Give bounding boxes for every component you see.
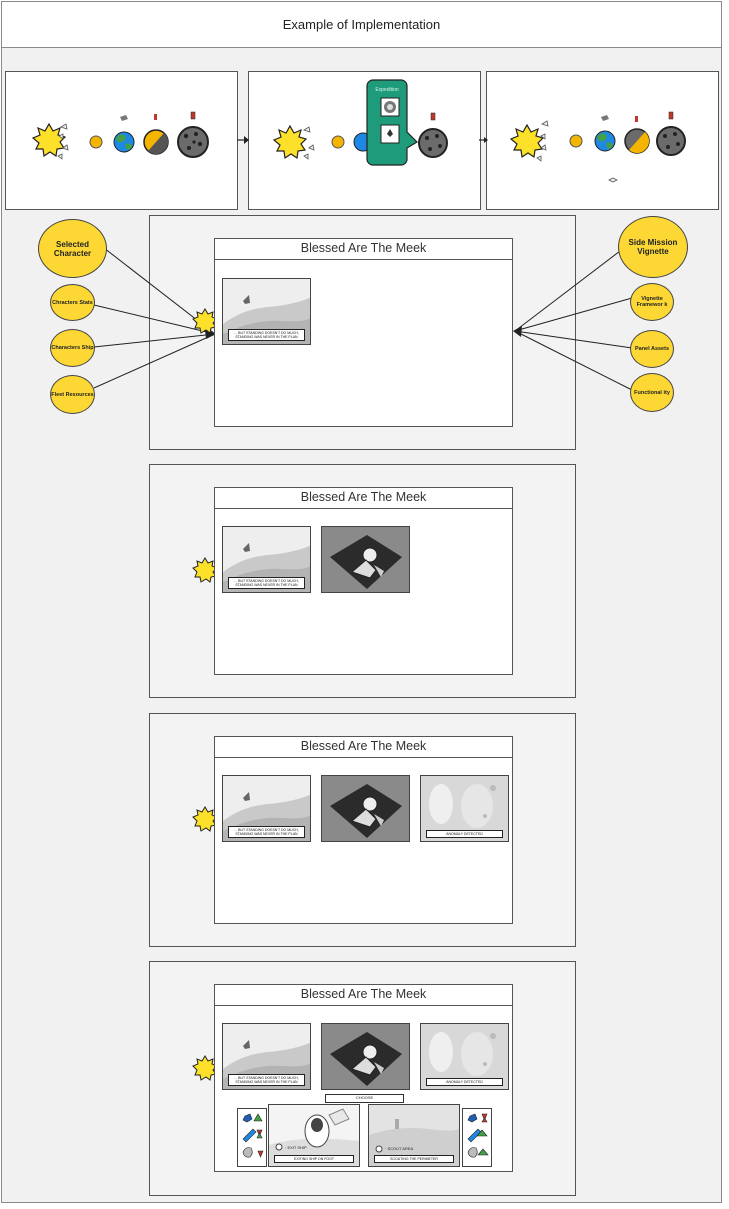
vignette-title: Blessed Are The Meek	[215, 737, 512, 758]
bubble-side-mission-vignette: Side Mission Vignette	[618, 216, 688, 278]
bubble-fleet-resources: Fleet Resources	[50, 375, 95, 414]
cratered-planet-icon	[419, 129, 447, 157]
gem-icon	[243, 1114, 252, 1122]
choose-bar[interactable]: CHOOSE	[325, 1094, 404, 1103]
sun-icon	[511, 125, 543, 157]
rock-icon	[243, 1148, 252, 1158]
panel-1-landscape: ... BUT STANDING DOESN'T DO MUCH, STANDING WAS NEVER IN THE PLAN	[222, 1023, 311, 1090]
bubble-functionality: Functional ity	[630, 373, 674, 412]
system-panel-3	[486, 71, 719, 210]
system-panel-2	[248, 71, 481, 210]
system-map-1	[6, 72, 239, 211]
bubble-vignette-framework: Vignette Framewor k	[630, 283, 674, 321]
vignette-title: Blessed Are The Meek	[215, 985, 512, 1006]
panel-2-astronaut	[321, 526, 410, 593]
popup-title: Expedition	[375, 87, 399, 93]
half-planet-icon	[144, 130, 168, 154]
cratered-planet-icon	[178, 127, 208, 157]
panel-3-anomaly: ANOMALY DETECTED	[420, 775, 509, 842]
panel-1-landscape: ... BUT STANDING DOESN'T DO MUCH, STANDING WAS NEVER IN THE PLAN	[222, 278, 311, 345]
panel-2-astronaut	[321, 1023, 410, 1090]
panel-2-astronaut	[321, 775, 410, 842]
svg-text:·: ·	[372, 109, 373, 113]
choice-icons-right[interactable]	[462, 1108, 492, 1167]
bubble-character-ship: Characters Ship	[50, 329, 95, 367]
tool-icon	[243, 1129, 256, 1142]
panel-4-exiting-ship[interactable]: · EXIT SHIP EXITING SHIP ON FOOT	[268, 1104, 360, 1167]
flow-arrow-2	[478, 130, 490, 150]
bubble-panel-assets: Panel Assets	[630, 330, 674, 368]
panel-3-anomaly: ANOMALY DETECTED	[420, 1023, 509, 1090]
panel-1-landscape: ... BUT STANDING DOESN'T DO MUCH, STANDING WAS NEVER IN THE PLAN	[222, 775, 311, 842]
up-arrow-icon	[254, 1114, 262, 1121]
flow-arrow-1	[236, 130, 250, 150]
svg-text:·: ·	[371, 133, 372, 137]
choice-icons-left[interactable]	[237, 1108, 267, 1167]
bubble-character-stats: Chracters Stats	[50, 284, 95, 321]
vignette-title: Blessed Are The Meek	[215, 488, 512, 509]
sun-icon	[33, 124, 65, 156]
marker-icon	[154, 114, 157, 120]
expedition-popup	[367, 80, 417, 165]
ship-icon	[120, 115, 128, 121]
panel-5-scouting[interactable]: · SCOUT AREA SCOUTING THE PERIMETER	[368, 1104, 460, 1167]
small-planet-icon	[90, 136, 102, 148]
system-panel-1	[5, 71, 238, 210]
page-title: Example of Implementation	[2, 2, 721, 48]
earth-icon	[114, 132, 134, 152]
vignette-title: Blessed Are The Meek	[215, 239, 512, 260]
sun-icon	[274, 126, 306, 158]
panel-1-landscape: ... BUT STANDING DOESN'T DO MUCH, STANDING WAS NEVER IN THE PLAN	[222, 526, 311, 593]
bubble-selected-character: Selected Character	[38, 219, 107, 278]
